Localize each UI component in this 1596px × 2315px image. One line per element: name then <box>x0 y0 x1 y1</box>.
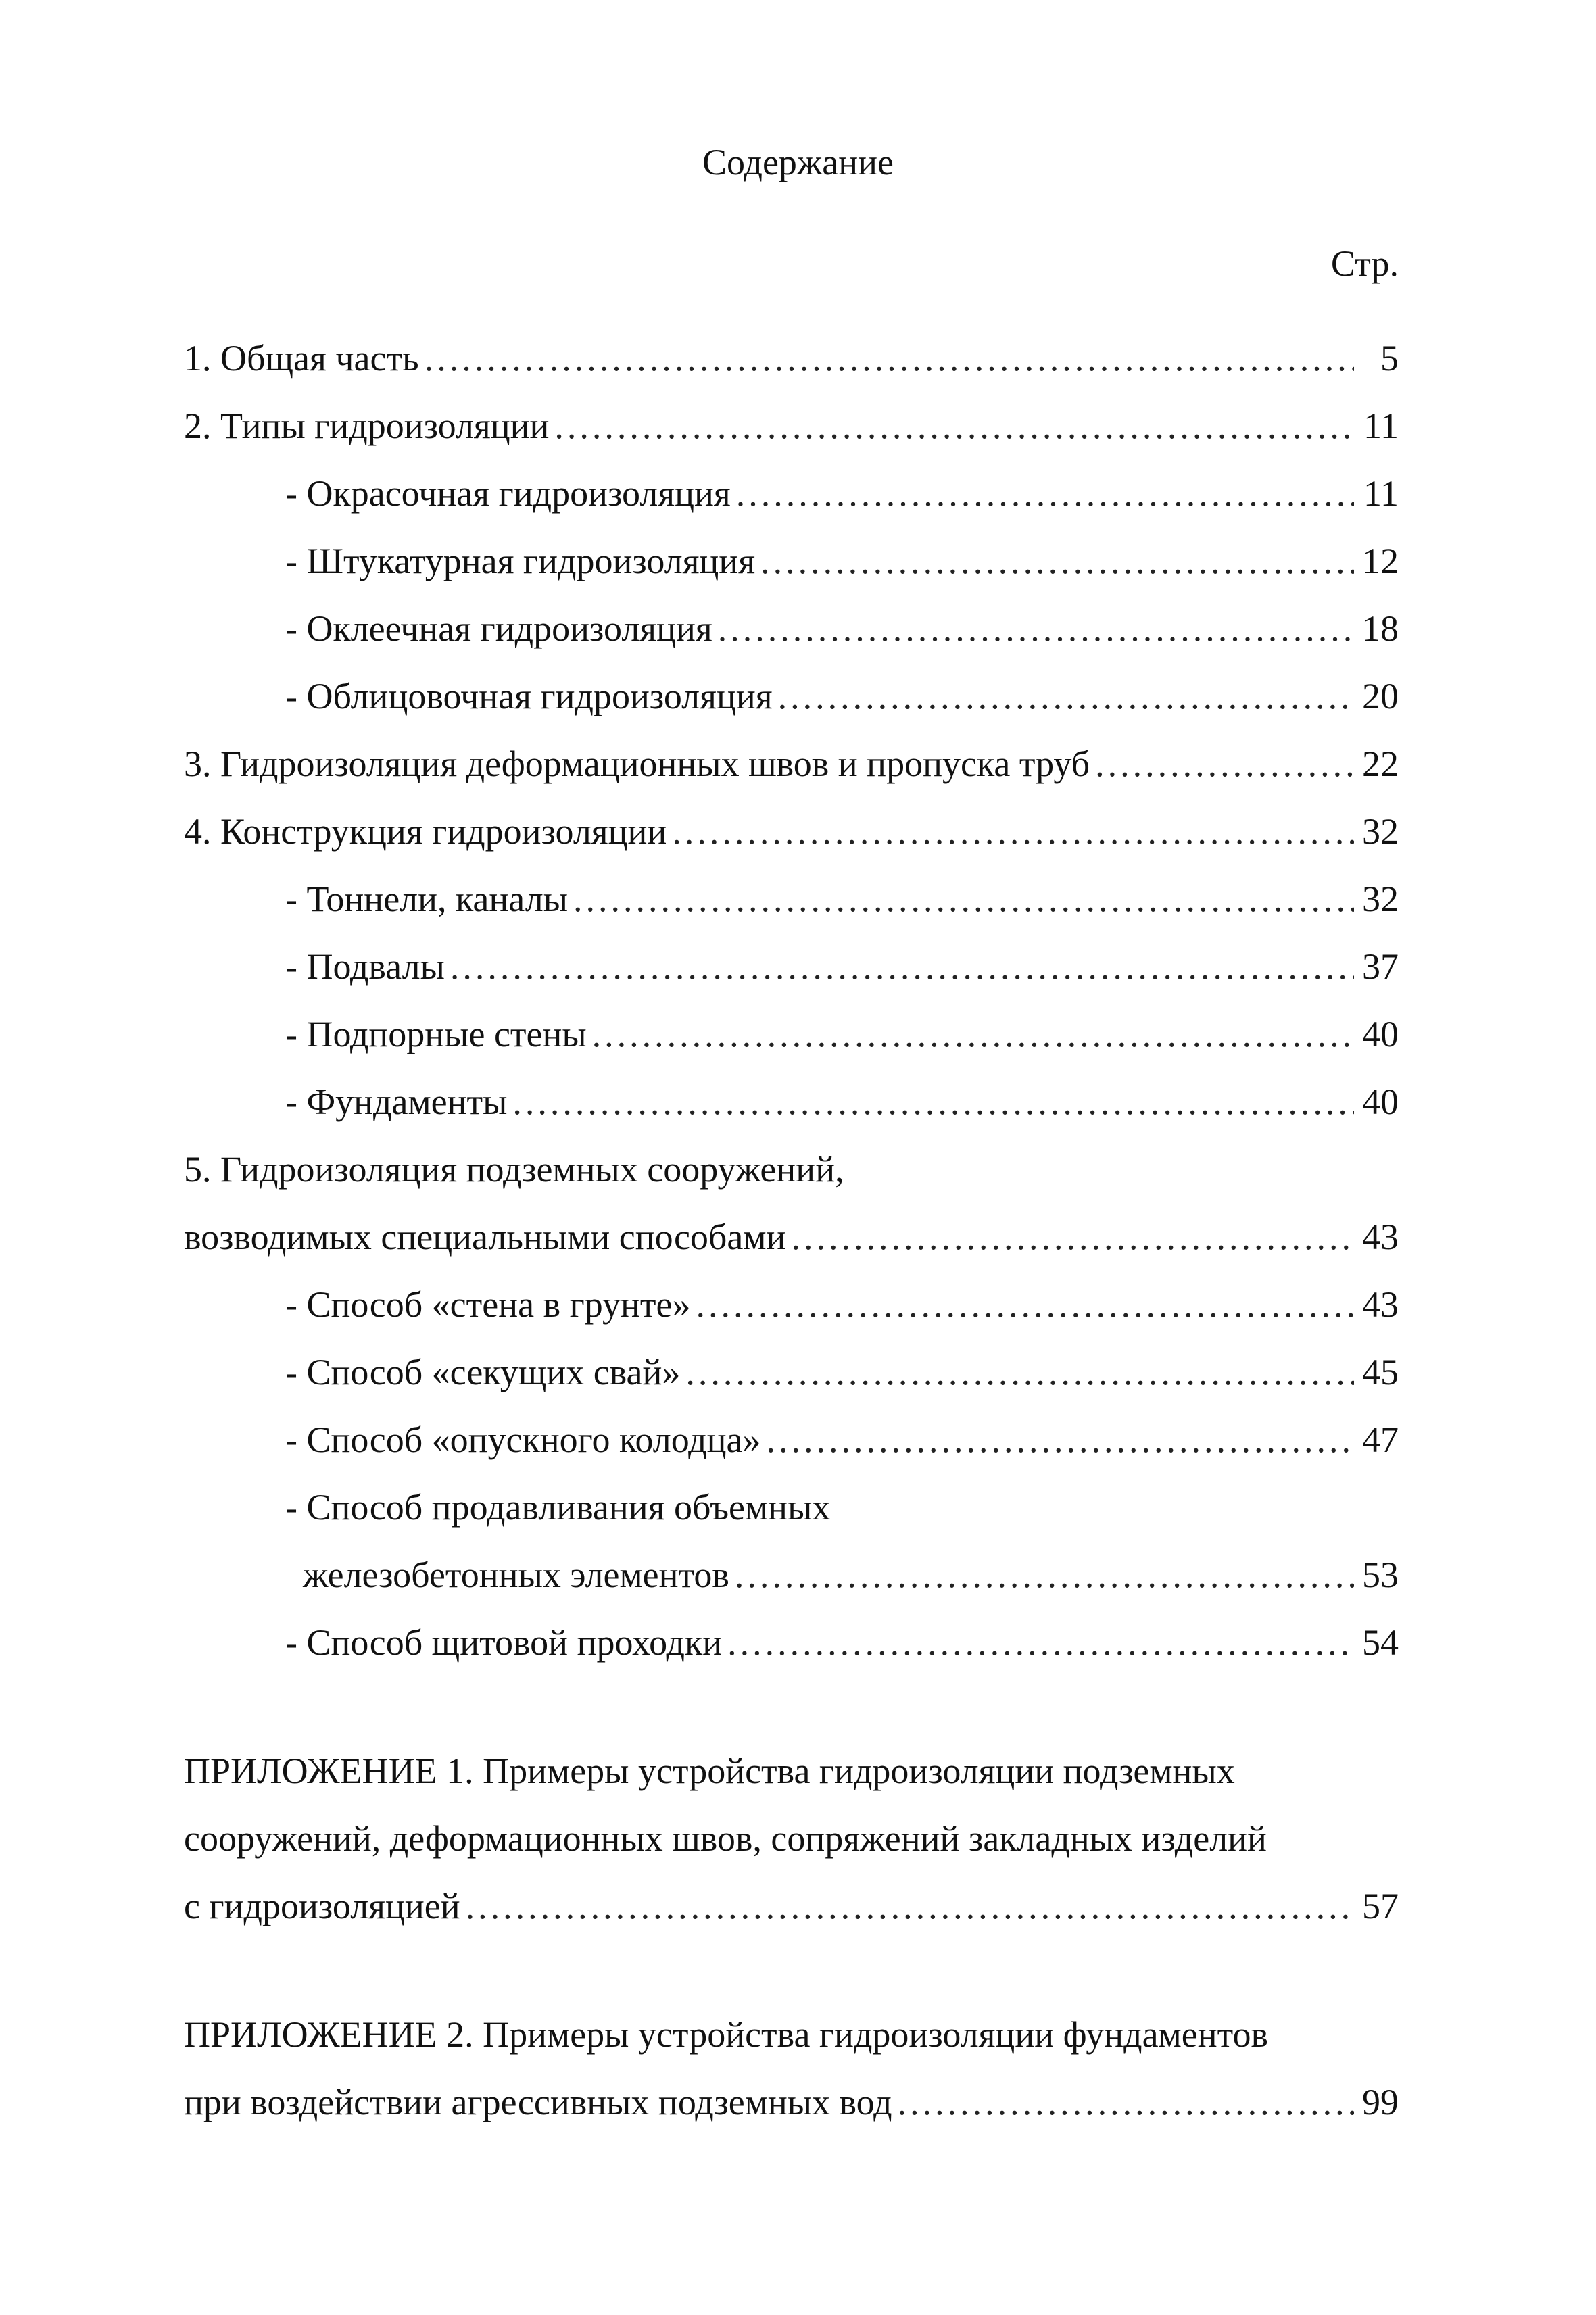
toc-entry-label: - Способ продавливания объемных <box>285 1487 831 1528</box>
toc-entry-label: - Окрасочная гидроизоляция <box>285 473 731 514</box>
dot-leader <box>778 669 1354 723</box>
toc-entry-label: возводимых специальными способами <box>184 1217 786 1257</box>
appendix-1-line-1 <box>184 1744 1399 1798</box>
toc-entry-page: 22 <box>1362 744 1399 784</box>
dot-leader <box>466 1879 1354 1933</box>
toc-entry-page: 53 <box>1362 1555 1399 1595</box>
toc-entry-page: 47 <box>1362 1419 1399 1460</box>
toc-entry-page: 5 <box>1380 338 1399 379</box>
toc-entry-page: 54 <box>1362 1622 1399 1663</box>
toc-subentry <box>285 1413 1399 1467</box>
toc-subentry <box>285 1480 1399 1534</box>
appendix-2-line-2 <box>184 2075 1399 2129</box>
toc-entry-label: - Тоннели, каналы <box>285 879 568 919</box>
toc-entry-page: 43 <box>1362 1284 1399 1325</box>
appendix-1-title-continuation: сооружений, деформационных швов, сопряжений закладных изделий <box>184 1818 1267 1859</box>
toc-entry-page: 32 <box>1362 811 1399 852</box>
toc-entry-label: - Способ «стена в грунте» <box>285 1284 691 1325</box>
dot-leader <box>718 602 1354 656</box>
toc-entry-page: 37 <box>1362 946 1399 987</box>
page-column-header: Стр. <box>1330 243 1399 284</box>
dot-leader <box>685 1345 1354 1399</box>
toc-subentry <box>285 1615 1399 1670</box>
toc-entry <box>184 1142 1399 1196</box>
toc-entry-page: 43 <box>1362 1217 1399 1257</box>
toc-entry-page: 32 <box>1362 879 1399 919</box>
appendix-1-title: ПРИЛОЖЕНИЕ 1. Примеры устройства гидроизоляции подземных <box>184 1751 1235 1791</box>
appendix-2-line-1 <box>184 2007 1399 2062</box>
toc-entry-label: - Штукатурная гидроизоляция <box>285 541 756 581</box>
dot-leader <box>736 466 1354 520</box>
toc-entry-continuation <box>184 1210 1399 1264</box>
appendix-1-title-end: с гидроизоляцией <box>184 1886 460 1926</box>
toc-entry <box>184 737 1399 791</box>
toc-subentry <box>285 1277 1399 1332</box>
toc-entry <box>184 804 1399 858</box>
toc-entry-label: - Подпорные стены <box>285 1014 587 1054</box>
toc-entry <box>184 331 1399 385</box>
appendix-1-line-3 <box>184 1879 1399 1933</box>
toc-entry <box>184 399 1399 453</box>
toc-entry-page: 20 <box>1362 676 1399 716</box>
toc-subentry <box>285 602 1399 656</box>
toc-subentry <box>285 940 1399 994</box>
toc-entry-page: 18 <box>1362 608 1399 649</box>
dot-leader <box>767 1413 1354 1467</box>
dot-leader <box>898 2075 1354 2129</box>
toc-entry-label: 2. Типы гидроизоляции <box>184 406 550 446</box>
toc-entry-label: - Облицовочная гидроизоляция <box>285 676 773 716</box>
toc-entry-label: - Подвалы <box>285 946 445 987</box>
dot-leader <box>735 1548 1354 1602</box>
toc-entry-page: 45 <box>1362 1352 1399 1392</box>
toc-entry-label: железобетонных элементов <box>303 1555 729 1595</box>
toc-subentry-continuation <box>303 1548 1399 1602</box>
toc-entry-label: - Способ щитовой проходки <box>285 1622 723 1663</box>
dot-leader <box>791 1210 1354 1264</box>
appendix-2-title-end: при воздействии агрессивных подземных вод <box>184 2082 892 2122</box>
toc-subentry <box>285 1075 1399 1129</box>
dot-leader <box>696 1277 1354 1332</box>
dot-leader <box>672 804 1354 858</box>
toc-subentry <box>285 872 1399 926</box>
toc-entry-label: 3. Гидроизоляция деформационных швов и пропуска труб <box>184 744 1090 784</box>
dot-leader <box>760 534 1354 588</box>
appendix-1-page: 57 <box>1362 1886 1399 1926</box>
dot-leader <box>1095 737 1354 791</box>
toc-entry-label: - Способ «секущих свай» <box>285 1352 681 1392</box>
toc-entry-page: 11 <box>1363 406 1399 446</box>
dot-leader <box>512 1075 1354 1129</box>
dot-leader <box>573 872 1354 926</box>
page-title: Содержание <box>702 142 894 182</box>
toc-entry-label: 1. Общая часть <box>184 338 419 379</box>
toc-subentry <box>285 466 1399 520</box>
dot-leader <box>592 1007 1354 1061</box>
toc-entry-label: - Оклеечная гидроизоляция <box>285 608 712 649</box>
appendix-1-line-2 <box>184 1811 1399 1866</box>
toc-subentry <box>285 669 1399 723</box>
toc-entry-page: 11 <box>1363 473 1399 514</box>
toc-entry-page: 40 <box>1362 1081 1399 1122</box>
dot-leader <box>554 399 1354 453</box>
toc-entry-label: 4. Конструкция гидроизоляции <box>184 811 667 852</box>
toc-entry-label: - Способ «опускного колодца» <box>285 1419 761 1460</box>
toc-subentry <box>285 1007 1399 1061</box>
toc-entry-page: 40 <box>1362 1014 1399 1054</box>
toc-subentry <box>285 1345 1399 1399</box>
toc-subentry <box>285 534 1399 588</box>
appendix-2-page: 99 <box>1362 2082 1399 2122</box>
dot-leader <box>425 331 1354 385</box>
toc-entry-page: 12 <box>1362 541 1399 581</box>
dot-leader <box>450 940 1354 994</box>
toc-entry-label: 5. Гидроизоляция подземных сооружений, <box>184 1149 844 1190</box>
appendix-2-title: ПРИЛОЖЕНИЕ 2. Примеры устройства гидроизоляции фундаментов <box>184 2014 1269 2055</box>
toc-entry-label: - Фундаменты <box>285 1081 508 1122</box>
dot-leader <box>727 1615 1354 1670</box>
